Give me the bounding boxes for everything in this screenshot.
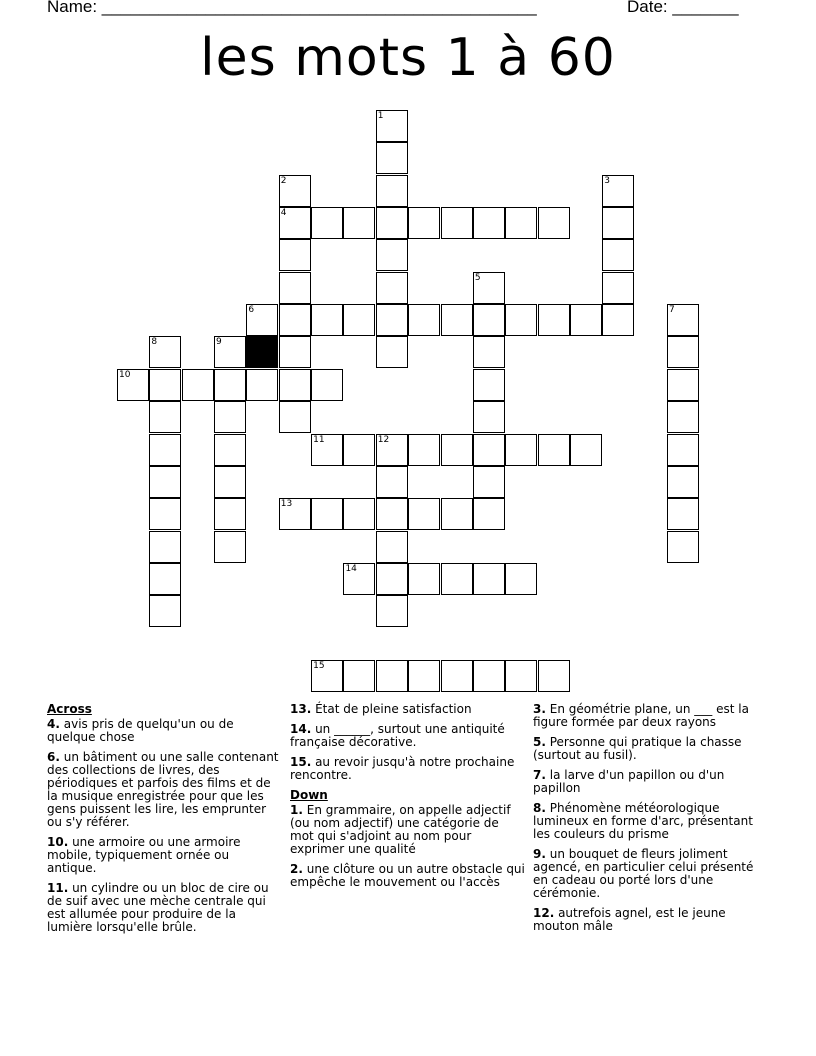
grid-cell[interactable]	[667, 531, 699, 563]
grid-cell[interactable]	[214, 369, 246, 401]
grid-cell[interactable]	[279, 272, 311, 304]
grid-cell[interactable]	[311, 660, 343, 692]
clue-item-number: 12.	[533, 906, 555, 920]
grid-cell[interactable]	[149, 563, 181, 595]
grid-cell[interactable]	[376, 660, 408, 692]
clue-item-text: la larve d'un papillon ou d'un papillon	[533, 768, 725, 795]
grid-cell[interactable]	[473, 272, 505, 304]
grid-cell[interactable]	[311, 207, 343, 239]
grid-cell[interactable]	[505, 207, 537, 239]
grid-cell[interactable]	[214, 466, 246, 498]
grid-cell[interactable]	[570, 304, 602, 336]
clue-item-text: En grammaire, on appelle adjectif (ou nom adjectif) une catégorie de mot qui s'adjoint au nom pour exprimer une qualité	[290, 803, 511, 856]
grid-cell[interactable]	[602, 207, 634, 239]
grid-cell[interactable]	[376, 466, 408, 498]
grid-cell[interactable]	[149, 401, 181, 433]
clue-item-number: 13.	[290, 702, 312, 716]
grid-cell[interactable]	[441, 660, 473, 692]
grid-cell[interactable]	[343, 563, 375, 595]
grid-cell[interactable]	[602, 175, 634, 207]
grid-cell[interactable]	[473, 498, 505, 530]
grid-cell[interactable]	[214, 531, 246, 563]
clue-item-number: 8.	[533, 801, 546, 815]
grid-cell[interactable]	[408, 434, 440, 466]
grid-cell[interactable]	[279, 401, 311, 433]
grid-cell[interactable]	[343, 304, 375, 336]
grid-cell[interactable]	[602, 304, 634, 336]
grid-cell[interactable]	[667, 466, 699, 498]
down-heading: Down	[290, 788, 328, 802]
grid-cell[interactable]	[667, 498, 699, 530]
clue-item-text: un cylindre ou un bloc de cire ou de suif avec une mèche centrale qui est allumée pour produire de la lumière lorsqu'elle brûle.	[47, 881, 269, 934]
grid-cell[interactable]	[246, 304, 278, 336]
clue-number: 5	[474, 272, 481, 283]
clue-item	[290, 703, 526, 716]
grid-cell[interactable]	[441, 304, 473, 336]
grid-cell[interactable]	[279, 336, 311, 368]
grid-cell[interactable]	[311, 369, 343, 401]
grid-cell[interactable]	[538, 304, 570, 336]
clues-column-1	[47, 703, 279, 941]
grid-cell[interactable]	[214, 401, 246, 433]
grid-cell[interactable]	[408, 660, 440, 692]
grid-cell[interactable]	[602, 239, 634, 271]
grid-cell[interactable]	[667, 434, 699, 466]
clue-item-number: 11.	[47, 881, 69, 895]
clue-item-number: 3.	[533, 702, 546, 716]
date-line: Date: _______	[627, 0, 739, 16]
grid-cell[interactable]	[149, 498, 181, 530]
clue-item-text: un bouquet de fleurs joliment agencé, en particulier celui présenté en cadeau ou porté lors d'une cérémonie.	[533, 847, 754, 900]
grid-cell[interactable]	[343, 207, 375, 239]
grid-cell[interactable]	[473, 369, 505, 401]
clue-item-number: 10.	[47, 835, 69, 849]
grid-cell[interactable]	[505, 660, 537, 692]
grid-cell[interactable]	[279, 175, 311, 207]
grid-cell[interactable]	[473, 434, 505, 466]
clue-item-text: un ______, surtout une antiquité française décorative.	[290, 722, 505, 749]
grid-cell[interactable]	[538, 660, 570, 692]
clue-item	[533, 802, 769, 841]
grid-cell[interactable]	[149, 531, 181, 563]
grid-cell[interactable]	[376, 434, 408, 466]
grid-cell[interactable]	[667, 401, 699, 433]
grid-cell[interactable]	[473, 336, 505, 368]
clue-item	[533, 736, 769, 762]
grid-cell[interactable]	[441, 563, 473, 595]
clue-item-text: État de pleine satisfaction	[311, 702, 472, 716]
down-clue-list	[290, 804, 526, 889]
clue-item	[290, 804, 526, 856]
grid-cell[interactable]	[149, 369, 181, 401]
grid-cell[interactable]	[279, 369, 311, 401]
grid-cell[interactable]	[376, 175, 408, 207]
grid-cell[interactable]	[149, 466, 181, 498]
grid-cell[interactable]	[376, 239, 408, 271]
clue-item-number: 7.	[533, 768, 546, 782]
clue-item-text: une armoire ou une armoire mobile, typiquement ornée ou antique.	[47, 835, 241, 875]
clue-number: 1	[377, 111, 384, 121]
grid-cell[interactable]	[376, 272, 408, 304]
clue-item-number: 15.	[290, 755, 312, 769]
clue-number: 15	[313, 660, 325, 671]
grid-cell[interactable]	[343, 660, 375, 692]
name-line: Name: ______________________________________________	[47, 0, 537, 16]
grid-cell[interactable]	[279, 207, 311, 239]
grid-cell[interactable]	[505, 434, 537, 466]
clue-item-number: 2.	[290, 862, 303, 876]
grid-cell[interactable]	[473, 563, 505, 595]
grid-cell[interactable]	[408, 498, 440, 530]
clues-column-2	[290, 703, 526, 896]
clue-number: 4	[280, 208, 287, 219]
down-clue-list-continued	[533, 703, 769, 933]
grid-cell[interactable]	[311, 434, 343, 466]
grid-cell[interactable]	[376, 207, 408, 239]
grid-cell[interactable]	[408, 207, 440, 239]
grid-cell[interactable]	[182, 369, 214, 401]
grid-cell[interactable]	[602, 272, 634, 304]
clue-item	[290, 723, 526, 749]
page-title: les mots 1 à 60	[200, 28, 616, 88]
grid-cell[interactable]	[667, 369, 699, 401]
clue-item-number: 1.	[290, 803, 303, 817]
clue-item-text: Phénomène météorologique lumineux en forme d'arc, présentant les couleurs du prisme	[533, 801, 753, 841]
clue-item-number: 9.	[533, 847, 546, 861]
grid-cell[interactable]	[408, 304, 440, 336]
clue-item	[47, 718, 279, 744]
grid-cell[interactable]	[343, 434, 375, 466]
clue-number: 8	[151, 337, 158, 348]
grid-cell[interactable]	[441, 498, 473, 530]
clue-item-number: 14.	[290, 722, 312, 736]
grid-cell[interactable]	[408, 563, 440, 595]
clue-number: 14	[345, 563, 357, 574]
grid-cell[interactable]	[473, 304, 505, 336]
black-cell	[246, 336, 278, 368]
grid-cell[interactable]	[667, 304, 699, 336]
grid-cell[interactable]	[149, 434, 181, 466]
clue-item	[47, 751, 279, 829]
grid-cell[interactable]	[376, 595, 408, 627]
clue-number: 13	[280, 499, 293, 510]
clue-number: 2	[280, 175, 287, 186]
clue-item-text: une clôture ou un autre obstacle qui empêche le mouvement ou l'accès	[290, 862, 525, 889]
clue-number: 6	[248, 305, 255, 316]
grid-cell[interactable]	[538, 434, 570, 466]
clue-item	[47, 836, 279, 875]
grid-cell[interactable]	[279, 498, 311, 530]
grid-cell[interactable]	[246, 369, 278, 401]
clue-item-number: 5.	[533, 735, 546, 749]
grid-cell[interactable]	[214, 336, 246, 368]
grid-cell[interactable]	[505, 304, 537, 336]
clue-item	[533, 907, 769, 933]
grid-cell[interactable]	[343, 498, 375, 530]
grid-cell[interactable]	[667, 336, 699, 368]
clue-item	[290, 863, 526, 889]
grid-cell[interactable]	[117, 369, 149, 401]
clue-item	[47, 882, 279, 934]
clue-number: 10	[119, 369, 131, 380]
grid-cell[interactable]	[441, 434, 473, 466]
clue-item-text: avis pris de quelqu'un ou de quelque chose	[47, 717, 234, 744]
clue-item-text: un bâtiment ou une salle contenant des collections de livres, des périodiques et parfois des films et de la musique enregistrée pour que les gens puissent les lire, les emprunter ou s'y référer.	[47, 750, 279, 829]
clue-number: 3	[604, 175, 610, 186]
grid-cell[interactable]	[473, 401, 505, 433]
grid-cell[interactable]	[149, 595, 181, 627]
grid-cell[interactable]	[279, 304, 311, 336]
across-heading: Across	[47, 702, 92, 716]
grid-cell[interactable]	[473, 660, 505, 692]
grid-cell[interactable]	[441, 207, 473, 239]
clues-column-3	[533, 703, 769, 940]
grid-cell[interactable]	[376, 498, 408, 530]
clue-item-text: En géométrie plane, un ___ est la figure formée par deux rayons	[533, 702, 749, 729]
grid-cell[interactable]	[376, 563, 408, 595]
clue-number: 7	[668, 305, 675, 316]
clue-item-text: autrefois agnel, est le jeune mouton mâle	[533, 906, 726, 933]
grid-cell[interactable]	[376, 336, 408, 368]
clue-item-number: 6.	[47, 750, 60, 764]
clue-item	[533, 703, 769, 729]
clue-item-text: au revoir jusqu'à notre prochaine rencontre.	[290, 755, 515, 782]
grid-cell[interactable]	[505, 563, 537, 595]
grid-cell[interactable]	[311, 304, 343, 336]
clue-number: 9	[216, 337, 222, 348]
clue-item	[533, 769, 769, 795]
across-clue-list	[47, 718, 279, 934]
grid-cell[interactable]	[149, 336, 181, 368]
clue-item-number: 4.	[47, 717, 60, 731]
clue-item	[533, 848, 769, 900]
clue-number: 12	[377, 434, 390, 445]
clue-number: 11	[313, 434, 325, 445]
grid-cell[interactable]	[570, 434, 602, 466]
grid-cell[interactable]	[538, 207, 570, 239]
grid-cell[interactable]	[311, 498, 343, 530]
grid-cell[interactable]	[473, 466, 505, 498]
grid-cell[interactable]	[214, 498, 246, 530]
grid-cell[interactable]	[279, 239, 311, 271]
clue-item-text: Personne qui pratique la chasse (surtout au fusil).	[533, 735, 742, 762]
clue-item	[290, 756, 526, 782]
grid-cell[interactable]	[376, 110, 408, 142]
grid-cell[interactable]	[376, 142, 408, 174]
grid-cell[interactable]	[376, 304, 408, 336]
grid-cell[interactable]	[376, 531, 408, 563]
grid-cell[interactable]	[214, 434, 246, 466]
grid-cell[interactable]	[473, 207, 505, 239]
across-clue-list-continued	[290, 703, 526, 782]
